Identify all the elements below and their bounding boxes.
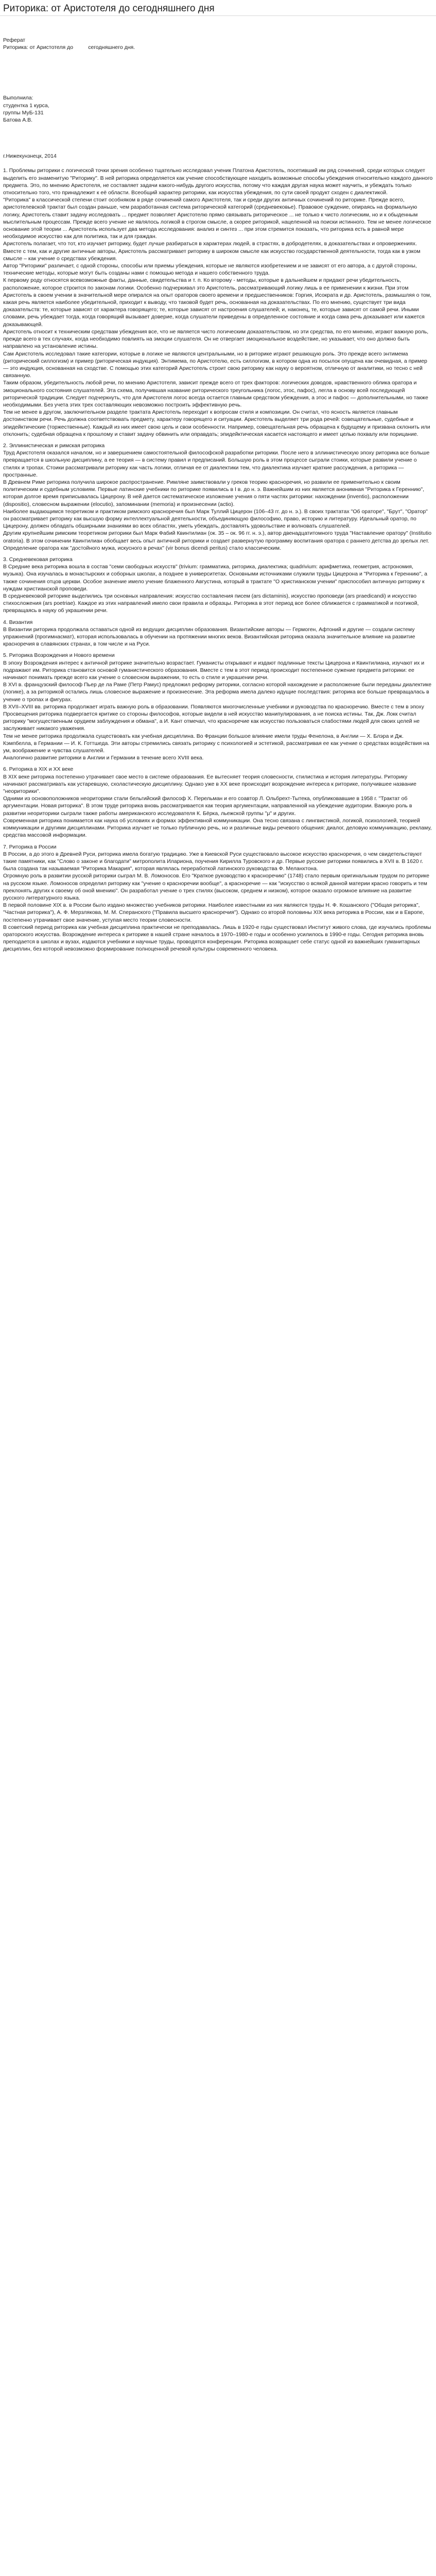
paragraph: Аналогично развитие риторики в Англии и Германии в течение всего XVIII века. — [3, 755, 204, 761]
paragraph: Сам Аристотель исследовал такие категории, которые в логике не являются центральными, но в риторике играют решающую роль. Это прежде всего энтимема (риторический силлогизм) и пример (риторическая индукция). Энтимема, по Аристотелю, есть силлогизм, в котором одна из посылок опущена как очевидная, а пример — это индукция, основанная на сходстве. С помощью этих категорий Аристотель строит свою риторику как науку о вероятном, отличную от аналитики, но тесно с ней связанную. — [3, 350, 427, 379]
paragraph: В первой половине XIX в. в России было издано множество учебников риторики. Наиболее известными из них являются труды Н. Ф. Кошанского ("Общая риторика", "Частная риторика"), А. Ф. Мерзлякова, М. М. Сперанского ("Правила высшего красноречия"). Однако со второй половины XIX века риторика в России, как и в Европе, постепенно утрачивает свое значение, уступая место теории словесности. — [3, 902, 425, 923]
paragraph: В советский период риторика как учебная дисциплина практически не преподавалась. Лишь в 1920-е годы существовал Институт живого слова, где изучались проблемы ораторского искусства. Возрождение интереса к риторике в нашей стране началось в 1970–1980-е годы и особенно усилилось в 1990-е годы. Сегодня риторика вновь преподается в школах и вузах, издаются учебники и научные труды, проводятся конференции. Риторика возвращает себе статус одной из важнейших гуманитарных дисциплин, без которой невозможно формирование полноценной речевой культуры современного человека. — [3, 924, 431, 953]
paragraph: Аристотель полагает, что тот, кто изучает риторику, будет лучше разбираться в характерах людей, в страстях, в добродетелях, в доказательствах и опровержениях. Вместе с тем, как и другие античные авторы, Аристотель рассматривает риторику в широком смысле как искусство государственной деятельности, тогда как в узком смысле – как учение о средствах убеждения. — [3, 241, 421, 262]
document-body — [0, 16, 436, 963]
paragraph: В эпоху Возрождения интерес к античной риторике значительно возрастает. Гуманисты открывают и издают подлинные тексты Цицерона и Квинтилиана, изучают их и подражают им. Риторика становится основой гуманистического образования. Вместе с тем в этот период происходит постепенное сужение предмета риторики: ее начинают понимать прежде всего как учение о словесном выражении, то есть о стиле и украшении речи. — [3, 659, 425, 681]
section-heading: 4. Византия — [3, 619, 33, 625]
author-name: Батова А.В. — [3, 117, 33, 124]
paragraph: Автор "Риторики" различает, с одной стороны, способы или приемы убеждения, которые не являются изобретением и не зависят от его автора, а с другой стороны, технические методы, которые могут быть созданы нами с помощью метода и нашего собственного труда. — [3, 263, 417, 277]
paragraph: Труд Аристотеля оказался началом, но и завершением самостоятельной философской разработки риторики. После него в эллинистическую эпоху риторика все больше превращается в школьную дисциплину, а ее теория — в систему правил и предписаний. Большую роль в этом процессе сыграли стоики, которые развили учение о стилях и тропах. Стоики рассматривали риторику как часть логики, отличая ее от диалектики тем, что диалектика изучает краткие рассуждения, а риторика — пространные. — [3, 450, 430, 478]
paragraph: В XVI в. французский философ Пьер де ла Раме (Петр Рамус) предложил реформу риторики, согласно которой нахождение и расположение были переданы диалектике (логике), а за риторикой остались лишь словесное выражение и произнесение. Эта реформа имела далеко идущие последствия: риторика все больше превращалась в учение о тропах и фигурах. — [3, 682, 432, 703]
paragraph: "Риторика" в классической степени стоит особняком в ряде сочинений самого Аристотеля, так и среди других античных сочинений по риторике. Прежде всего, аристотелевской трактат был создан раньше, чем разработанная система риторической категорий (средневековье). Правовое суждение, опираясь на формальную логику, Аристотель ставит задачу исследовать ... предмет позволяет Аристотелю прямо связывать риторическое ... не только к чисто логическим, но и к обыденным мыслительным процессам. Прежде всего учение не являлось логикой в строгом смысле, а скорее риторикой, нацеленной на поиски истинного. Тем не менее логическое основание этой теории ... Аристотель использует два метода исследования: анализ и синтез ... при этом стремится показать, что риторика есть в равной мере необходимое искусство как для политика, так и для граждан. — [3, 197, 431, 240]
doc-topic: Риторика: от Аристотеля до сегодняшнего дня. — [3, 44, 135, 51]
paragraph: 1. Проблемы риторики с логической точки зрения особенно тщательно исследовал ученик Платона Аристотель, посетивший им ряд сочинений, среди которых следует выделить его знаменитую "Риторику". В ней риторика определяется как учение способствующее находить возможные способы убеждения относительно каждого данного предмета. Это, по мнению Аристотеля, не составляет задачи какого-нибудь другого искусства, потому что каждая другая наука может научить, и убеждать только относительно того, что принадлежит к её области. Всеобщий характер риторики, как искусства убеждения, по сути своей продукт сходен с диалектикой. — [3, 167, 433, 196]
paragraph: В средневековой риторике выделились три основных направления: искусство составления писем (ars dictaminis), искусство проповеди (ars praedicandi) и искусство стихосложения (ars poetriae). Каждое из этих направлений имело свои правила и образцы. Риторика в этот период все более сближается с грамматикой и поэтикой, превращаясь в науку об украшении речи. — [3, 593, 419, 614]
section-heading: 3. Средневековая риторика — [3, 556, 73, 563]
paragraph: В Средние века риторика вошла в состав "семи свободных искусств" (trivium: грамматика, риторика, диалектика; quadrivium: арифметика, геометрия, астрономия, музыка). Она изучалась в монастырских и соборных школах, а позднее в университетах. Основными источниками служили труды Цицерона и "Риторика к Гереннию", а также сочинения отцов церкви. Особое значение имело учение блаженного Августина, который в трактате "О христианском учении" приспособил античную риторику к нуждам христианской проповеди. — [3, 564, 427, 592]
paragraph: В Византии риторика продолжала оставаться одной из ведущих дисциплин образования. Византийские авторы — Гермоген, Афтоний и другие — создали систему упражнений (прогимнасмат), которая использовалась в обучении на протяжении многих веков. Византийская риторика оказала значительное влияние на развитие красноречия в славянских странах, в том числе и на Руси. — [3, 626, 415, 648]
paragraph: В Древнем Риме риторика получила широкое распространение. Римляне заимствовали у греков теорию красноречия, но развили ее применительно к своим политическим и судебным условиям. Первые латинские учебники по риторике появились в I в. до н. э. Важнейшим из них является анонимная "Риторика к Гереннию", которая долгое время приписывалась Цицерону. В ней дается систематическое изложение учения о пяти частях риторики: нахождении (inventio), расположении (dispositio), словесном выражении (elocutio), запоминании (memoria) и произнесении (actio). — [3, 479, 425, 507]
city-year: г.Нижекунзнецк, 2014 — [3, 153, 57, 160]
doc-type: Реферат — [3, 37, 26, 43]
paragraph: Тем не менее в другом, заключительном разделе трактата Аристотель переходит к вопросам стиля и композиции. Он считал, что ясность является главным достоинством речи. Речь должна соответствовать предмету, характеру говорящего и ситуации. Аристотель выделяет три рода речей: совещательные, судебные и эпидейктические (торжественные). Каждый из них имеет свою цель и свои особенности. Например, совещательная речь обращена к будущему и призвана склонить или отклонить; судебная обращена к прошлому и ставит задачу обвинить или оправдать; эпидейктическая касается настоящего и имеет целью похвалу или порицание. — [3, 409, 430, 437]
page-title: Риторика: от Аристотеля до сегодняшнего дня — [0, 0, 436, 16]
author-performed: Выполнила: — [3, 95, 33, 101]
paragraph: Таким образом, убедительность любой речи, по мнению Аристотеля, зависит прежде всего от трех факторов: логических доводов, нравственного облика оратора и эмоционального состояния слушателей. Эта схема, получившая название риторического треугольника (логос, этос, пафос), легла в основу всей последующей риторической традиции. Следует подчеркнуть, что для Аристотеля логос всегда остается главным средством убеждения, а этос и пафос — дополнительными, но также необходимыми. Без учета этих трех составляющих невозможно построить эффективную речь. — [3, 380, 428, 408]
paragraph: Современная риторика понимается как наука об условиях и формах эффективной коммуникации. Она тесно связана с лингвистикой, логикой, психологией, теорией коммуникации и другими дисциплинами. Риторика изучает не только публичную речь, но и различные виды речевого общения: диалог, деловую коммуникацию, рекламу, средства массовой информации. — [3, 817, 432, 839]
section-heading: 5. Риторика Возрождения и Нового времени — [3, 652, 115, 659]
author-group: группы МуБ-131 — [3, 109, 44, 116]
author-student: студентка 1 курса, — [3, 102, 49, 109]
paragraph: В XIX веке риторика постепенно утрачивает свое место в системе образования. Ее вытесняет теория словесности, стилистика и история литературы. Риторику начинают рассматривать как устаревшую, схоластическую дисциплину. Однако уже в XX веке происходит возрождение интереса к риторике, получившее название "неориторики". — [3, 773, 416, 795]
paragraph: К первому роду относятся всевозможные факты, данные, свидетельства и т. п. Ко второму - методы, которые в дальнейшем и придают речи убедительность, расположение, которое строится по законам логики. Особенно подчеркивал это Аристотель, рассматривающий логику лишь в ее применении к жизни. При этом Аристотель в своем учении в значительной мере опирался на опыт ораторов своего времени и предшественников: Горгия, Исократа и др. Аристотель, размышляя о том, какая речь является наиболее убедительной, приходит к выводу, что таковой будет речь, основанная на доказательствах. По его мнению, существует три вида доказательств: те, которые зависят от характера говорящего; те, которые зависят от настроения слушателей; и, наконец, те, которые зависят от самой речи. Иными словами, речь убеждает тогда, когда говорящий вызывает доверие, когда слушатели приведены в определенное состояние и когда сама речь доказывает или кажется доказывающей. — [3, 277, 432, 328]
paragraphs — [3, 167, 433, 953]
paragraph: В России, а до этого в Древней Руси, риторика имела богатую традицию. Уже в Киевской Руси существовало высокое искусство красноречия, о чем свидетельствуют такие памятники, как "Слово о законе и благодати" митрополита Илариона, поучения Кирилла Туровского и др. Первые русские риторики появились в XVII в. В 1620 г. была создана так называемая "Риторика Макария", которая являлась переработкой латинского руководства Ф. Меланхтона. — [3, 851, 424, 872]
paragraph: Одними из основоположников неориторики стали бельгийский философ Х. Перельман и его соавтор Л. Ольбрехт-Тытека, опубликовавшие в 1958 г. "Трактат об аргументации. Новая риторика". В этом труде риторика вновь рассматривается как теория аргументации, направленной на убеждение аудитории. Важную роль в развитии неориторики сыграли также работы американского исследователя К. Бёрка, льежской группы "μ" и других. — [3, 795, 412, 817]
paragraph: Аристотель относит к техническим средствам убеждения все, что не является чисто логическим доказательством, но эти средства, по его мнению, играют важную роль, прежде всего в тех случаях, когда необходимо повлиять на эмоции слушателя. Он не отвергает эмоциональное воздействие, но указывает, что оно должно быть направлено на установление истины. — [3, 328, 429, 350]
paragraph: В XVII–XVIII вв. риторика продолжает играть важную роль в образовании. Появляются многочисленные учебники и руководства по красноречию. Вместе с тем в эпоху Просвещения риторика подвергается критике со стороны философов, которые видели в ней искусство манипулирования, а не поиска истины. Так, Дж. Локк считал риторику "могущественным орудием заблуждения и обмана", а И. Кант отмечал, что красноречие как искусство пользоваться слабостями людей для своих целей не заслуживает никакого уважения. — [3, 703, 424, 732]
paragraph: Огромную роль в развитии русской риторики сыграл М. В. Ломоносов. Его "Краткое руководство к красноречию" (1748) стало первым оригинальным трудом по риторике на русском языке. Ломоносов определил риторику как "учение о красноречии вообще", а красноречие — как "искусство о всякой данной материи красно говорить и тем преклонять других к своему об оной мнению". Он разработал учение о трех стилях (высоком, среднем и низком), которое оказало огромное влияние на развитие русского литературного языка. — [3, 873, 430, 901]
section-heading: 7. Риторика в России — [3, 843, 57, 850]
paragraph: Другим крупнейшим римским теоретиком риторики был Марк Фабий Квинтилиан (ок. 35 – ок. 96 гг. н. э.), автор двенадцатитомного труда "Наставление оратору" (Institutio oratoria). В этом сочинении Квинтилиан обобщает весь опыт античной риторики и создает развернутую программу воспитания оратора с раннего детства до зрелых лет. Определение оратора как "достойного мужа, искусного в речах" (vir bonus dicendi peritus) стало классическим. — [3, 530, 432, 551]
section-heading: 2. Эллинистическая и римская риторика — [3, 442, 105, 449]
section-heading: 6. Риторика в XIX и XX веке — [3, 766, 74, 773]
paragraph: Наиболее выдающимся теоретиком и практиком римского красноречия был Марк Туллий Цицерон (106–43 гг. до н. э.). В своих трактатах "Об ораторе", "Брут", "Оратор" он рассматривает риторику как высшую форму интеллектуальной деятельности, объединяющую философию, право, историю и литературу. Идеальный оратор, по Цицерону, должен обладать обширными знаниями во всех областях, уметь убеждать, доставлять удовольствие и волновать слушателей. — [3, 508, 428, 530]
paragraph: Тем не менее риторика продолжала существовать как учебная дисциплина. Во Франции большое влияние имели труды Фенелона, в Англии — Х. Блэра и Дж. Кэмпбелла, в Германии — И. К. Готтшеда. Эти авторы стремились связать риторику с психологией и эстетикой, рассматривая ее как учение о средствах воздействия на ум, воображение и чувства слушателей. — [3, 733, 429, 754]
